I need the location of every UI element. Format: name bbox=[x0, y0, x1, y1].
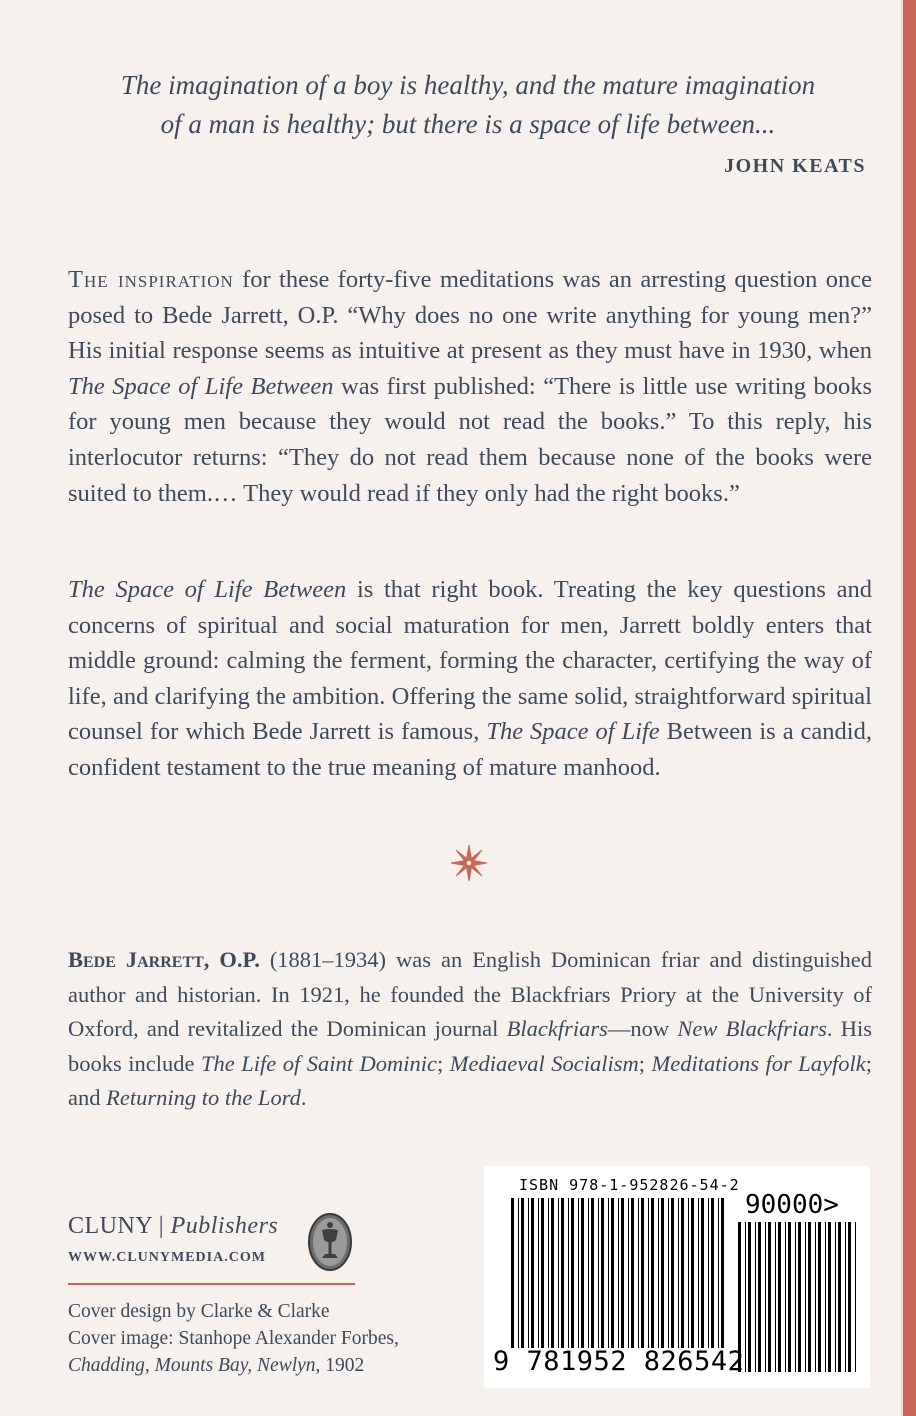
epigraph-line-2: of a man is healthy; but there is a space of life between... bbox=[160, 109, 776, 139]
barcode-bar bbox=[521, 1198, 524, 1348]
barcode-bar bbox=[768, 1222, 771, 1372]
barcode-bar bbox=[778, 1222, 781, 1372]
barcode-bar bbox=[538, 1198, 539, 1348]
author-bio bbox=[68, 943, 872, 1116]
barcode-bar bbox=[658, 1198, 659, 1348]
cover-design-credit: Cover design by Clarke & Clarke bbox=[68, 1301, 330, 1322]
barcode-bar bbox=[855, 1222, 856, 1372]
barcode-bar bbox=[531, 1198, 534, 1348]
lead-in: The inspiration bbox=[68, 266, 234, 293]
book-title: Returning to the Lord bbox=[106, 1085, 301, 1110]
text-run: ; bbox=[638, 1050, 652, 1076]
barcode-bar bbox=[591, 1198, 594, 1348]
text-run: —now bbox=[607, 1016, 678, 1041]
barcode-bar bbox=[571, 1198, 574, 1348]
publisher-separator: | bbox=[152, 1213, 171, 1239]
author-name: Bede Jarrett, O.P. bbox=[68, 947, 260, 972]
barcode-bar bbox=[748, 1222, 751, 1372]
epigraph-line-1: The imagination of a boy is healthy, and the mature imagination bbox=[120, 70, 816, 100]
barcode-bar bbox=[698, 1198, 699, 1348]
barcode-bar bbox=[661, 1198, 664, 1348]
barcode-bar bbox=[668, 1198, 669, 1348]
journal-title: New Blackfriars bbox=[677, 1016, 827, 1041]
painting-title: Chadding, Mounts Bay, Newlyn bbox=[68, 1355, 316, 1376]
barcode-bar bbox=[588, 1198, 589, 1348]
text-run: (1881–1934) was an English Dominican friar and distinguished author and historian. In 1921, he founded the Blackfriars Priory at the University of Oxford, and revitalized the Dominican journal bbox=[68, 947, 873, 1041]
barcode-bar bbox=[758, 1222, 761, 1372]
barcode-bar bbox=[845, 1222, 846, 1372]
barcode-bar bbox=[765, 1222, 766, 1372]
text-run: for these forty-five meditations was an arresting question once posed to Bede Jarrett, O.P. “Why does no one write anything for young men?” His initial response seems as intuitive at present as they must have in 1930, when bbox=[68, 266, 873, 365]
barcode-bar bbox=[755, 1222, 756, 1372]
barcode-bar bbox=[701, 1198, 704, 1348]
barcode-bar bbox=[785, 1222, 786, 1372]
barcode-bar bbox=[638, 1198, 639, 1348]
barcode-bar bbox=[671, 1198, 674, 1348]
barcode-bar bbox=[621, 1198, 624, 1348]
barcode-bar bbox=[651, 1198, 654, 1348]
barcode-bar bbox=[631, 1198, 634, 1348]
barcode-bar bbox=[528, 1198, 529, 1348]
barcode-bar bbox=[608, 1198, 609, 1348]
text-run: . His books include bbox=[68, 1016, 872, 1076]
barcode-bar bbox=[678, 1198, 679, 1348]
barcode-bar bbox=[648, 1198, 649, 1348]
barcode-bar bbox=[848, 1222, 851, 1372]
barcode-bar bbox=[688, 1198, 689, 1348]
text-run: ; bbox=[437, 1050, 450, 1076]
publisher-label: Publishers bbox=[170, 1213, 279, 1239]
barcode-bar bbox=[611, 1198, 614, 1348]
barcode-bar bbox=[551, 1198, 554, 1348]
barcode-bar bbox=[561, 1198, 564, 1348]
barcode-bar bbox=[681, 1198, 684, 1348]
book-title: The Life of Saint Dominic bbox=[201, 1050, 437, 1076]
barcode-bar bbox=[601, 1198, 604, 1348]
text-run: is that right book. Treating the key questions and concerns of spiritual and social maturation for men, Jarrett boldly enters that middle ground: calming the ferment, forming the character, certifying the way of life, and clarifying the ambition. Offering the same solid, straightforward spiritual counsel for which Bede Jarrett is famous, bbox=[68, 576, 872, 746]
isbn-barcode bbox=[511, 1198, 725, 1348]
barcode-bar bbox=[711, 1198, 714, 1348]
barcode-bar bbox=[838, 1222, 841, 1372]
barcode-bar bbox=[828, 1222, 831, 1372]
description-paragraph-1 bbox=[68, 262, 872, 511]
barcode-bar bbox=[578, 1198, 579, 1348]
barcode-bar bbox=[618, 1198, 619, 1348]
barcode-bar bbox=[518, 1198, 519, 1348]
barcode-bar bbox=[641, 1198, 644, 1348]
book-title: Mediaeval Socialism bbox=[449, 1050, 639, 1076]
price-addon-barcode bbox=[738, 1222, 856, 1372]
publisher-name bbox=[68, 1213, 278, 1240]
barcode-bar bbox=[628, 1198, 629, 1348]
barcode-bar bbox=[745, 1222, 746, 1372]
barcode-bar bbox=[558, 1198, 559, 1348]
barcode-bar bbox=[581, 1198, 584, 1348]
barcode-bar bbox=[718, 1198, 719, 1348]
description-paragraph-2 bbox=[68, 572, 872, 786]
compass-rose-ornament-icon bbox=[449, 843, 489, 883]
barcode-bar bbox=[598, 1198, 599, 1348]
barcode-bar bbox=[795, 1222, 796, 1372]
barcode-bar bbox=[721, 1198, 724, 1348]
barcode-bar bbox=[775, 1222, 776, 1372]
epigraph-quote bbox=[68, 66, 868, 144]
epigraph-author: JOHN KEATS bbox=[724, 155, 866, 177]
isbn-label: ISBN 978-1-952826-54-2 bbox=[519, 1176, 740, 1194]
barcode-bar bbox=[541, 1198, 544, 1348]
barcode-bar bbox=[818, 1222, 821, 1372]
barcode-bar bbox=[808, 1222, 811, 1372]
book-title: The Space of Life Between bbox=[68, 576, 347, 603]
cover-image-credit: Cover image: Stanhope Alexander Forbes, bbox=[68, 1328, 399, 1349]
barcode-bar bbox=[815, 1222, 816, 1372]
isbn-digits: 9 781952 826542 bbox=[493, 1346, 745, 1377]
spine-accent-stripe bbox=[901, 0, 916, 1416]
barcode-bar bbox=[691, 1198, 694, 1348]
barcode-bar bbox=[511, 1198, 514, 1348]
barcode-bar bbox=[835, 1222, 836, 1372]
painting-credit bbox=[68, 1352, 399, 1379]
divider-rule bbox=[68, 1283, 355, 1285]
barcode-bar bbox=[825, 1222, 826, 1372]
text-run: Between is a candid, confident testament to the true meaning of mature manhood. bbox=[68, 718, 872, 781]
journal-title: Blackfriars bbox=[506, 1016, 608, 1041]
cover-credits bbox=[68, 1298, 399, 1379]
text-run: was first published: “There is little use writing books for young men because they would not read the books.” To this reply, his interlocutor returns: “They do not read them because none of the books were suited to them.… They would read if they only had the right books.” bbox=[68, 372, 873, 507]
book-title: The Space of Life bbox=[486, 718, 660, 746]
text-run: . bbox=[300, 1085, 307, 1110]
publisher-website: WWW.CLUNYMEDIA.COM bbox=[68, 1250, 266, 1265]
price-code: 90000> bbox=[745, 1190, 839, 1220]
barcode-bar bbox=[708, 1198, 709, 1348]
barcode-bar bbox=[548, 1198, 549, 1348]
barcode-bar bbox=[805, 1222, 806, 1372]
barcode-bar bbox=[568, 1198, 569, 1348]
painting-year: , 1902 bbox=[315, 1355, 365, 1376]
barcode-bar bbox=[788, 1222, 791, 1372]
barcode-bar bbox=[798, 1222, 801, 1372]
publisher-brand: CLUNY bbox=[68, 1213, 153, 1239]
text-run: ; and bbox=[68, 1050, 872, 1110]
book-title: The Space of Life Between bbox=[68, 372, 334, 400]
book-title: Meditations for Layfolk bbox=[651, 1050, 866, 1076]
publisher-seal-icon bbox=[307, 1212, 353, 1272]
